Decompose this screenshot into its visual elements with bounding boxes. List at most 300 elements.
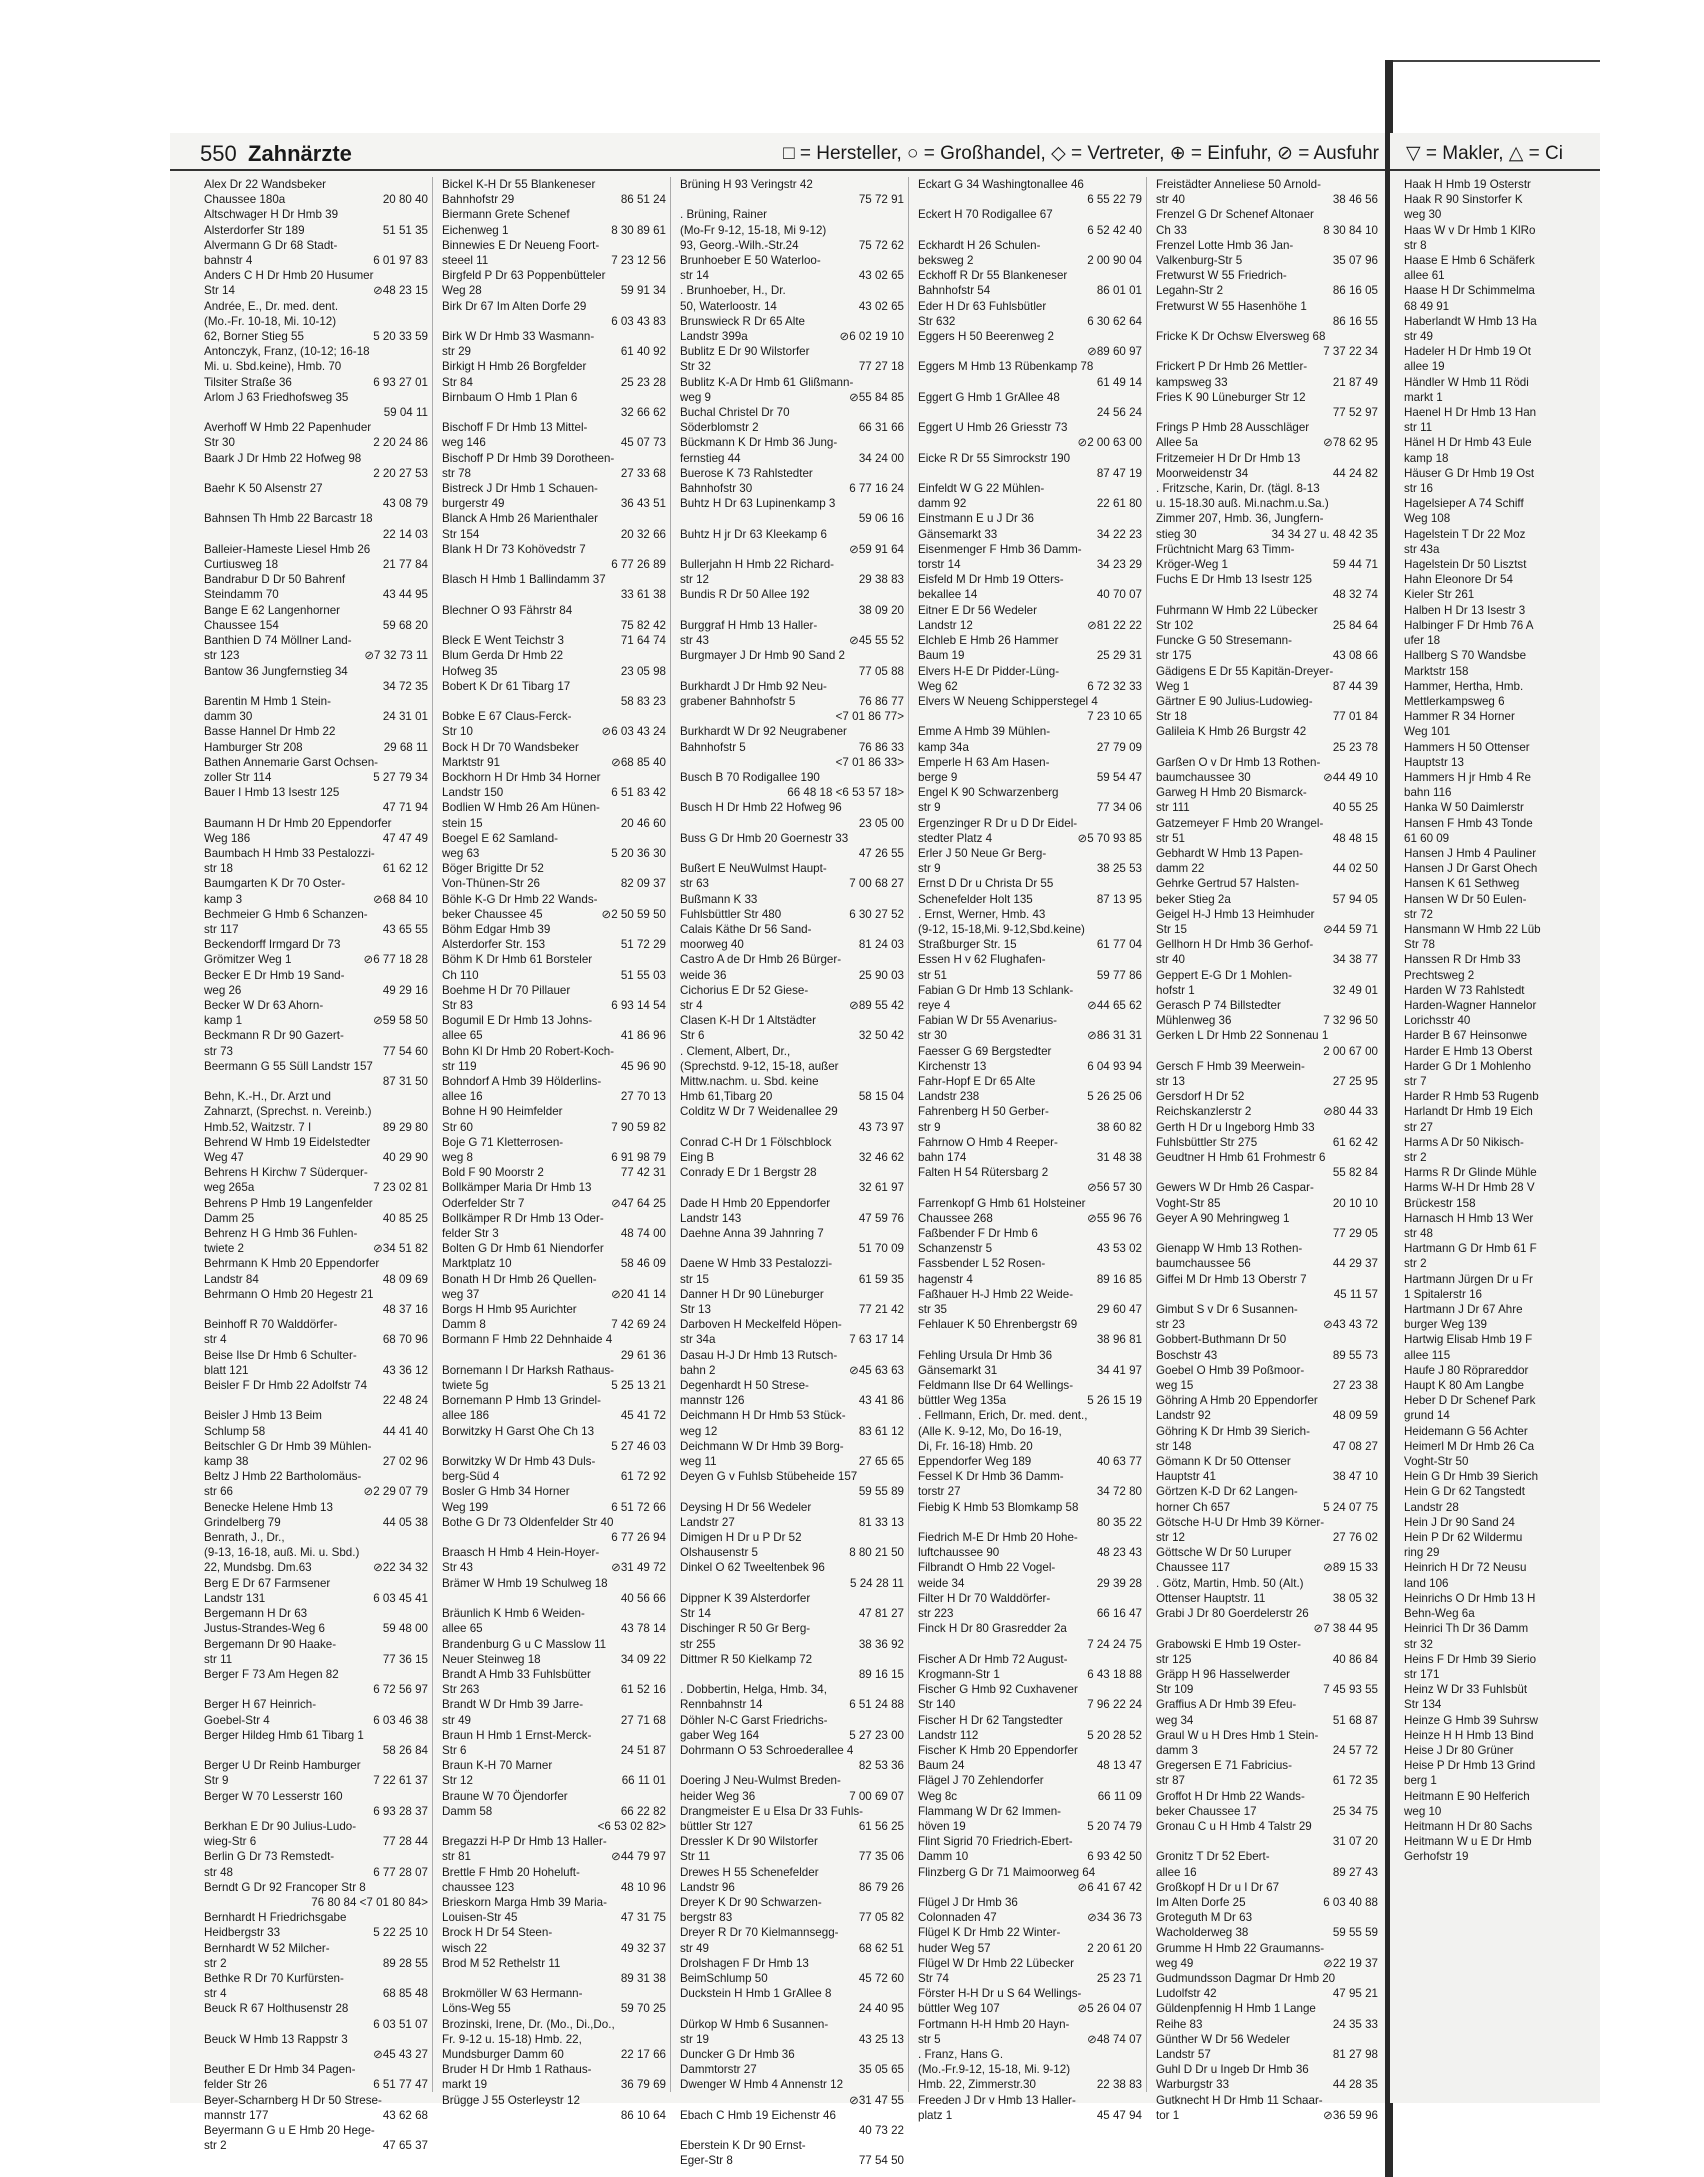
listing-entry bbox=[204, 1150, 432, 1165]
entry-phone: ⊘68 85 40 bbox=[611, 755, 666, 769]
listing-entry bbox=[918, 1956, 1146, 1971]
listing-entry bbox=[680, 1576, 908, 1591]
entry-phone bbox=[424, 785, 428, 800]
entry-phone: 5 26 15 19 bbox=[1087, 1394, 1142, 1408]
listing-entry bbox=[918, 1500, 1146, 1515]
entry-name: Deyen G v Fuhlsb Stübeheide 157 bbox=[680, 1470, 858, 1484]
listing-entry bbox=[918, 2062, 1146, 2077]
entry-name: Faßbender F Dr Hmb 6 bbox=[918, 1227, 1038, 1241]
listing-entry bbox=[680, 1074, 908, 1089]
next-page-entry: Haenel H Dr Hmb 13 Han bbox=[1404, 406, 1537, 420]
entry-name: Gronitz T Dr 52 Ebert- bbox=[1156, 1850, 1270, 1864]
entry-name: Bergemann H Dr 63 bbox=[204, 1607, 308, 1621]
entry-name: weg 9 bbox=[680, 390, 711, 404]
listing-entry bbox=[918, 1378, 1146, 1393]
entry-phone bbox=[900, 679, 904, 694]
entry-name: Giffei M Dr Hmb 13 Oberstr 7 bbox=[1156, 1272, 1307, 1286]
entry-name: bekallee 14 bbox=[918, 588, 978, 602]
entry-phone: 61 77 04 bbox=[1096, 938, 1142, 952]
entry-name: huder Weg 57 bbox=[918, 1941, 991, 1955]
entry-name: Grindelberg 79 bbox=[204, 1515, 281, 1529]
entry-name: . Fellmann, Erich, Dr. med. dent., bbox=[918, 1409, 1088, 1423]
entry-phone bbox=[1374, 1515, 1378, 1530]
entry-name: 50, Waterloostr. 14 bbox=[680, 299, 777, 313]
listing-entry bbox=[680, 2032, 908, 2047]
entry-phone: ⊘7 38 44 95 bbox=[1313, 1622, 1378, 1636]
entry-name: Bodlien W Hmb 26 Am Hünen- bbox=[442, 801, 600, 815]
entry-phone bbox=[900, 922, 904, 937]
listing-entry bbox=[680, 1606, 908, 1621]
entry-phone: ⊘89 55 42 bbox=[849, 998, 904, 1012]
entry-phone: 43 36 12 bbox=[382, 1363, 428, 1377]
listing-entry bbox=[442, 481, 670, 496]
entry-phone: 43 78 14 bbox=[620, 1622, 666, 1636]
listing-entry bbox=[680, 2138, 908, 2153]
listing-entry bbox=[918, 207, 1146, 222]
entry-name: stein 15 bbox=[442, 816, 483, 830]
listing-entry bbox=[442, 1880, 670, 1895]
listing-entry bbox=[1156, 831, 1382, 846]
listing-entry bbox=[204, 1591, 432, 1606]
entry-name: Behrend W Hmb 19 Eidelstedter bbox=[204, 1135, 371, 1149]
entry-name: Freeden J Dr v Hmb 13 Haller- bbox=[918, 2093, 1076, 2107]
entry-name: Hmb.52, Waitzstr. 7 I bbox=[204, 1120, 312, 1134]
listing-entry bbox=[1156, 587, 1382, 602]
entry-name: Str 60 bbox=[442, 1120, 473, 1134]
entry-phone bbox=[900, 1834, 904, 1849]
entry-phone: ⊘20 41 14 bbox=[611, 1287, 666, 1301]
entry-phone bbox=[900, 1773, 904, 1788]
listing-entry bbox=[442, 1180, 670, 1195]
listing-entry bbox=[680, 694, 908, 709]
entry-phone bbox=[900, 587, 904, 602]
listing-entry bbox=[442, 496, 670, 511]
listing-entry bbox=[204, 1637, 432, 1652]
listing-entry bbox=[680, 603, 908, 618]
entry-name: Eppendorfer Weg 189 bbox=[918, 1455, 1032, 1469]
entry-phone: 6 51 24 88 bbox=[849, 1698, 904, 1712]
listing-entry bbox=[204, 2108, 432, 2123]
listing-entry bbox=[680, 1226, 908, 1241]
listing-entry bbox=[1156, 1728, 1382, 1743]
entry-name: Fassbender L 52 Rosen- bbox=[918, 1257, 1046, 1271]
entry-phone: 48 48 15 bbox=[1332, 831, 1378, 845]
listing-entry bbox=[1156, 1910, 1382, 1925]
page-title: Zahnärzte bbox=[248, 141, 352, 166]
entry-phone: 47 71 94 bbox=[382, 801, 428, 815]
entry-name: Mittw.nachm. u. Sbd. keine bbox=[680, 1074, 819, 1088]
entry-name: Dade H Hmb 20 Eppendorfer bbox=[680, 1196, 831, 1210]
next-page-entry: Harms R Dr Glinde Mühle bbox=[1404, 1166, 1537, 1180]
entry-phone: 34 09 22 bbox=[620, 1652, 666, 1666]
entry-phone: 38 96 81 bbox=[1096, 1333, 1142, 1347]
listing-entry bbox=[680, 359, 908, 374]
entry-name: Kröger-Weg 1 bbox=[1156, 558, 1228, 572]
listing-entry bbox=[680, 892, 908, 907]
entry-phone bbox=[900, 1682, 904, 1697]
entry-name: Dinkel O 62 Tweeltenbek 96 bbox=[680, 1561, 825, 1575]
entry-phone: ⊘81 22 22 bbox=[1087, 618, 1142, 632]
entry-name: Einfeldt W G 22 Mühlen- bbox=[918, 482, 1045, 496]
entry-name: Berlin G Dr 73 Remstedt- bbox=[204, 1850, 335, 1864]
entry-phone: 7 23 02 81 bbox=[373, 1181, 428, 1195]
entry-name: kamp 34a bbox=[918, 740, 969, 754]
next-page-entry: Halben H Dr 13 Isestr 3 bbox=[1404, 603, 1526, 617]
entry-phone bbox=[1138, 1621, 1142, 1636]
listing-entry bbox=[204, 1500, 432, 1515]
listing-entry bbox=[204, 1834, 432, 1849]
entry-phone: 89 16 85 bbox=[1096, 1272, 1142, 1286]
entry-phone bbox=[1138, 1591, 1142, 1606]
listing-entry bbox=[1156, 1606, 1382, 1621]
listing-entry bbox=[680, 968, 908, 983]
entry-name: str 66 bbox=[204, 1485, 233, 1499]
listing-entry bbox=[680, 1059, 908, 1074]
listing-entry bbox=[1156, 1028, 1382, 1043]
entry-phone: 6 30 62 64 bbox=[1087, 314, 1142, 328]
entry-name: Von-Thünen-Str 26 bbox=[442, 877, 540, 891]
entry-name: Str 6 bbox=[442, 1743, 467, 1757]
entry-phone: 27 71 68 bbox=[620, 1713, 666, 1727]
entry-phone: 87 47 19 bbox=[1096, 466, 1142, 480]
listing-entry bbox=[1156, 1849, 1382, 1864]
entry-name: Beltz J Hmb 22 Bartholomäus- bbox=[204, 1470, 362, 1484]
next-page-entry: Str 134 bbox=[1404, 1698, 1442, 1712]
entry-phone bbox=[662, 1180, 666, 1195]
listing-entry bbox=[1156, 755, 1382, 770]
entry-name: Deichmann H Dr Hmb 53 Stück- bbox=[680, 1409, 846, 1423]
listing-entry bbox=[442, 192, 670, 207]
listing-entry bbox=[204, 1606, 432, 1621]
listing-entry bbox=[918, 1743, 1146, 1758]
listing-entry bbox=[204, 1196, 432, 1211]
next-page-entry: Harder R Hmb 53 Rugenb bbox=[1404, 1090, 1539, 1104]
listing-entry bbox=[1156, 542, 1382, 557]
next-page-entry: str 11 bbox=[1404, 421, 1433, 435]
entry-phone bbox=[1374, 1819, 1378, 1834]
entry-name: Burkhardt W Dr 92 Neugrabener bbox=[680, 725, 847, 739]
entry-name: Bischoff F Dr Hmb 13 Mittel- bbox=[442, 421, 588, 435]
listing-entry bbox=[1156, 1789, 1382, 1804]
listing-entry bbox=[1156, 1150, 1382, 1165]
entry-name: luftchaussee 90 bbox=[918, 1546, 1000, 1560]
entry-phone bbox=[1374, 1849, 1378, 1864]
listing-entry bbox=[1156, 1256, 1382, 1271]
entry-name: Bückmann K Dr Hmb 36 Jung- bbox=[680, 436, 838, 450]
entry-name: Andrée, E., Dr. med. dent. bbox=[204, 299, 339, 313]
next-page-entry: Harder E Hmb 13 Oberst bbox=[1404, 1044, 1533, 1058]
entry-name: Baumgarten K Dr 70 Oster- bbox=[204, 877, 346, 891]
listing-entry bbox=[1156, 1865, 1382, 1880]
entry-phone: 5 20 28 52 bbox=[1087, 1728, 1142, 1742]
entry-phone bbox=[662, 679, 666, 694]
entry-phone: 5 27 46 03 bbox=[611, 1439, 666, 1453]
entry-phone: 22 14 03 bbox=[382, 527, 428, 541]
entry-phone bbox=[424, 724, 428, 739]
listing-entry bbox=[1156, 785, 1382, 800]
listing-entry bbox=[442, 1682, 670, 1697]
entry-phone: 7 37 22 34 bbox=[1323, 345, 1378, 359]
entry-phone: 25 90 03 bbox=[858, 968, 904, 982]
entry-phone bbox=[1138, 1834, 1142, 1849]
entry-name: Beuck R 67 Holthusenstr 28 bbox=[204, 2002, 349, 2016]
listing-entry bbox=[442, 831, 670, 846]
entry-phone: 34 72 35 bbox=[382, 679, 428, 693]
entry-phone: ⊘55 96 76 bbox=[1087, 1211, 1142, 1225]
entry-name: str 49 bbox=[442, 1713, 471, 1727]
entry-name: Beisler J Hmb 13 Beim bbox=[204, 1409, 322, 1423]
entry-phone bbox=[424, 1135, 428, 1150]
listing-entry bbox=[918, 937, 1146, 952]
entry-phone bbox=[662, 648, 666, 663]
entry-phone: 5 27 23 00 bbox=[849, 1728, 904, 1742]
entry-name: Geppert E-G Dr 1 Mohlen- bbox=[1156, 968, 1292, 982]
listing-entry bbox=[204, 1074, 432, 1089]
listing-entry bbox=[442, 1865, 670, 1880]
entry-phone: <6 53 02 82> bbox=[597, 1819, 666, 1833]
entry-name: Buerose K 73 Rahlstedter bbox=[680, 466, 813, 480]
listing-entry bbox=[204, 1515, 432, 1530]
listing-entry bbox=[442, 800, 670, 815]
entry-name: Fahr-Hopf E Dr 65 Alte bbox=[918, 1074, 1036, 1088]
entry-name: Fiedrich M-E Dr Hmb 20 Hohe- bbox=[918, 1531, 1078, 1545]
listing-entry bbox=[680, 375, 908, 390]
listing-entry bbox=[442, 2032, 670, 2047]
entry-name: Beckmann R Dr 90 Gazert- bbox=[204, 1029, 344, 1043]
listing-entry bbox=[442, 1439, 670, 1454]
entry-phone bbox=[424, 1637, 428, 1652]
listing-entry bbox=[918, 831, 1146, 846]
entry-phone bbox=[900, 2138, 904, 2153]
entry-phone: 22 38 83 bbox=[1096, 2078, 1142, 2092]
entry-name: str 51 bbox=[918, 968, 947, 982]
listing-entry bbox=[204, 618, 432, 633]
listing-entry bbox=[204, 2017, 432, 2032]
entry-name: Brandt W Dr Hmb 39 Jarre- bbox=[442, 1698, 584, 1712]
entry-name: Fretwurst W 55 Hasenhöhe 1 bbox=[1156, 299, 1307, 313]
entry-name: Krogmann-Str 1 bbox=[918, 1667, 1000, 1681]
entry-name: Beinhoff R 70 Walddörfer- bbox=[204, 1318, 338, 1332]
entry-phone bbox=[662, 451, 666, 466]
next-page-entry: Brückestr 158 bbox=[1404, 1196, 1476, 1210]
entry-phone: 5 25 13 21 bbox=[611, 1379, 666, 1393]
entry-phone: 35 07 96 bbox=[1332, 254, 1378, 268]
entry-phone bbox=[424, 1971, 428, 1986]
entry-name: Birkigt H Hmb 26 Borgfelder bbox=[442, 360, 587, 374]
next-page-entry: Haase H Dr Schimmelma bbox=[1404, 284, 1535, 298]
entry-name: . Ernst, Werner, Hmb. 43 bbox=[918, 907, 1046, 921]
next-page-entry: Haas W v Dr Hmb 1 KlRo bbox=[1404, 223, 1536, 237]
listing-entry bbox=[1156, 1576, 1382, 1591]
entry-name: . Fritzsche, Karin, Dr. (tägl. 8-13 bbox=[1156, 482, 1320, 496]
entry-phone: 5 22 25 10 bbox=[373, 1926, 428, 1940]
entry-name: weg 15 bbox=[1156, 1379, 1194, 1393]
listing-entry bbox=[1156, 1287, 1382, 1302]
entry-phone bbox=[424, 1667, 428, 1682]
listing-entry bbox=[918, 1241, 1146, 1256]
entry-name: Brunswieck R Dr 65 Alte bbox=[680, 314, 806, 328]
listing-entry bbox=[204, 1758, 432, 1773]
entry-phone bbox=[1374, 359, 1378, 374]
entry-phone: 31 07 20 bbox=[1332, 1835, 1378, 1849]
listing-entry bbox=[918, 1637, 1146, 1652]
listing-entry bbox=[918, 1941, 1146, 1956]
entry-phone bbox=[662, 740, 666, 755]
entry-name: Ebach C Hmb 19 Eichenstr 46 bbox=[680, 2108, 836, 2122]
listing-entry bbox=[1156, 1439, 1382, 1454]
listing-entry bbox=[442, 177, 670, 192]
listing-entry bbox=[680, 1865, 908, 1880]
entry-phone: 48 37 16 bbox=[382, 1303, 428, 1317]
entry-phone: 8 30 84 10 bbox=[1323, 223, 1378, 237]
listing-entry bbox=[918, 1165, 1146, 1180]
entry-phone: 44 41 40 bbox=[382, 1424, 428, 1438]
listing-entry bbox=[680, 1834, 908, 1849]
entry-name: Bublitz K-A Dr Hmb 61 Glißmann- bbox=[680, 375, 854, 389]
entry-name: Alvermann G Dr 68 Stadt- bbox=[204, 238, 338, 252]
listing-entry bbox=[680, 1044, 908, 1059]
entry-phone bbox=[662, 1986, 666, 2001]
entry-name: Eisfeld M Dr Hmb 19 Otters- bbox=[918, 573, 1064, 587]
entry-phone bbox=[1138, 1287, 1142, 1302]
listing-entry bbox=[204, 527, 432, 542]
listing-entry bbox=[1156, 2047, 1382, 2062]
entry-phone: 68 70 96 bbox=[382, 1333, 428, 1347]
listing-entry bbox=[204, 375, 432, 390]
listing-entry bbox=[442, 557, 670, 572]
entry-phone: 6 93 27 01 bbox=[373, 375, 428, 389]
listing-entry bbox=[680, 1378, 908, 1393]
entry-phone: 77 54 50 bbox=[858, 2154, 904, 2168]
listing-entry bbox=[442, 344, 670, 359]
listing-entry bbox=[680, 2077, 908, 2092]
listing-entry bbox=[1156, 1135, 1382, 1150]
listing-entry bbox=[204, 755, 432, 770]
entry-phone bbox=[424, 1606, 428, 1621]
next-page-entry: Hartwig Elisab Hmb 19 F bbox=[1404, 1333, 1533, 1347]
listing-entry bbox=[918, 1834, 1146, 1849]
listing-entry bbox=[204, 1424, 432, 1439]
entry-phone: 40 86 84 bbox=[1332, 1652, 1378, 1666]
entry-phone bbox=[662, 1895, 666, 1910]
entry-name: Reichskanzlerstr 2 bbox=[1156, 1105, 1252, 1119]
entry-name: Gudmundsson Dagmar Dr Hmb 20 bbox=[1156, 1971, 1336, 1985]
entry-phone: 75 72 62 bbox=[858, 238, 904, 252]
entry-name: weg 11 bbox=[680, 1455, 717, 1469]
entry-name: Str 632 bbox=[918, 314, 956, 328]
entry-name: Hofweg 35 bbox=[442, 664, 498, 678]
entry-name: Funcke G 50 Stresemann- bbox=[1156, 634, 1292, 648]
entry-name: Beyermann G u E Hmb 20 Hege- bbox=[204, 2124, 375, 2137]
next-page-entry: kamp 18 bbox=[1404, 451, 1449, 465]
listing-entry bbox=[1156, 1925, 1382, 1940]
entry-name: Becker W Dr 63 Ahorn- bbox=[204, 998, 324, 1012]
entry-phone: ⊘68 84 10 bbox=[373, 892, 428, 906]
listing-entry bbox=[680, 1393, 908, 1408]
listing-entry bbox=[204, 633, 432, 648]
listing-entry bbox=[204, 983, 432, 998]
listing-entry bbox=[918, 648, 1146, 663]
entry-name: Bornemann P Hmb 13 Grindel- bbox=[442, 1394, 601, 1408]
listing-entry bbox=[1156, 1743, 1382, 1758]
entry-name: Bergemann Dr 90 Haake- bbox=[204, 1637, 337, 1651]
entry-phone bbox=[662, 542, 666, 557]
entry-phone bbox=[424, 1378, 428, 1393]
entry-name: Böhle K-G Dr Hmb 22 Wands- bbox=[442, 892, 598, 906]
entry-name: Berger W 70 Lesserstr 160 bbox=[204, 1789, 343, 1803]
entry-phone bbox=[900, 1956, 904, 1971]
listing-entry bbox=[1156, 2032, 1382, 2047]
entry-phone: 43 25 13 bbox=[858, 2032, 904, 2046]
entry-phone: 27 23 38 bbox=[1332, 1379, 1378, 1393]
entry-name: Fritzemeier H Dr Dr Hmb 13 bbox=[1156, 451, 1301, 465]
entry-phone: 6 91 98 79 bbox=[611, 1151, 666, 1164]
entry-phone bbox=[662, 1363, 666, 1378]
entry-name: Bohn Kl Dr Hmb 20 Robert-Koch- bbox=[442, 1044, 615, 1058]
entry-phone bbox=[900, 724, 904, 739]
entry-phone: 59 04 11 bbox=[383, 406, 428, 420]
listing-entry bbox=[680, 1484, 908, 1499]
next-page-entry: Landstr 28 bbox=[1404, 1500, 1459, 1514]
entry-name: Landstr 96 bbox=[680, 1880, 735, 1894]
entry-name: Altschwager H Dr Hmb 39 bbox=[204, 208, 339, 222]
listing-entry bbox=[442, 922, 670, 937]
entry-phone: ⊘6 77 18 28 bbox=[363, 953, 428, 967]
next-page-entry: Heber D Dr Schenef Park bbox=[1404, 1394, 1536, 1408]
entry-phone: 2 00 67 00 bbox=[1323, 1044, 1378, 1058]
entry-name: Str 154 bbox=[442, 527, 480, 541]
entry-phone: 5 20 74 79 bbox=[1087, 1819, 1142, 1833]
listing-entry bbox=[918, 1439, 1146, 1454]
listing-entry bbox=[442, 1348, 670, 1363]
next-page-entry: Kieler Str 261 bbox=[1404, 588, 1475, 602]
entry-phone: 86 51 24 bbox=[620, 193, 666, 207]
entry-phone: ⊘55 84 85 bbox=[849, 390, 904, 404]
entry-phone bbox=[900, 952, 904, 967]
entry-phone bbox=[1374, 1424, 1378, 1439]
listing-entry bbox=[680, 1880, 908, 1895]
listing-entry bbox=[1156, 481, 1382, 496]
entry-name: Darboven H Meckelfeld Höpen- bbox=[680, 1318, 842, 1332]
entry-phone: 77 52 97 bbox=[1332, 406, 1378, 420]
listing-entry bbox=[204, 648, 432, 663]
listing-entry bbox=[918, 603, 1146, 618]
entry-name: Conrady E Dr 1 Bergstr 28 bbox=[680, 1166, 817, 1180]
listing-entry bbox=[680, 1287, 908, 1302]
entry-phone bbox=[1374, 1393, 1378, 1408]
entry-phone: 6 77 26 89 bbox=[611, 558, 666, 572]
entry-name: str 73 bbox=[204, 1044, 233, 1058]
listing-entry bbox=[442, 207, 670, 222]
listing-entry bbox=[680, 299, 908, 314]
entry-name: Falten H 54 Rütersbarg 2 bbox=[918, 1166, 1049, 1180]
listing-entry bbox=[204, 451, 432, 466]
entry-phone: 22 17 66 bbox=[620, 2047, 666, 2061]
entry-phone bbox=[1138, 572, 1142, 587]
next-page-entry: Voght-Str 50 bbox=[1404, 1455, 1469, 1469]
entry-phone bbox=[1374, 1454, 1378, 1469]
entry-name: Tilsiter Straße 36 bbox=[204, 375, 292, 389]
listing-entry bbox=[680, 846, 908, 861]
entry-name: Clasen K-H Dr 1 Altstädter bbox=[680, 1014, 816, 1028]
entry-name: str 255 bbox=[680, 1637, 716, 1651]
next-page-entry: Heinz W Dr 33 Fuhlsbüt bbox=[1404, 1683, 1528, 1697]
listing-entry bbox=[918, 1713, 1146, 1728]
entry-phone: 47 81 27 bbox=[858, 1607, 904, 1621]
listing-entry bbox=[1156, 1104, 1382, 1119]
listing-entry bbox=[442, 1925, 670, 1940]
next-page-entry: Harms W-H Dr Hmb 28 V bbox=[1404, 1181, 1535, 1195]
